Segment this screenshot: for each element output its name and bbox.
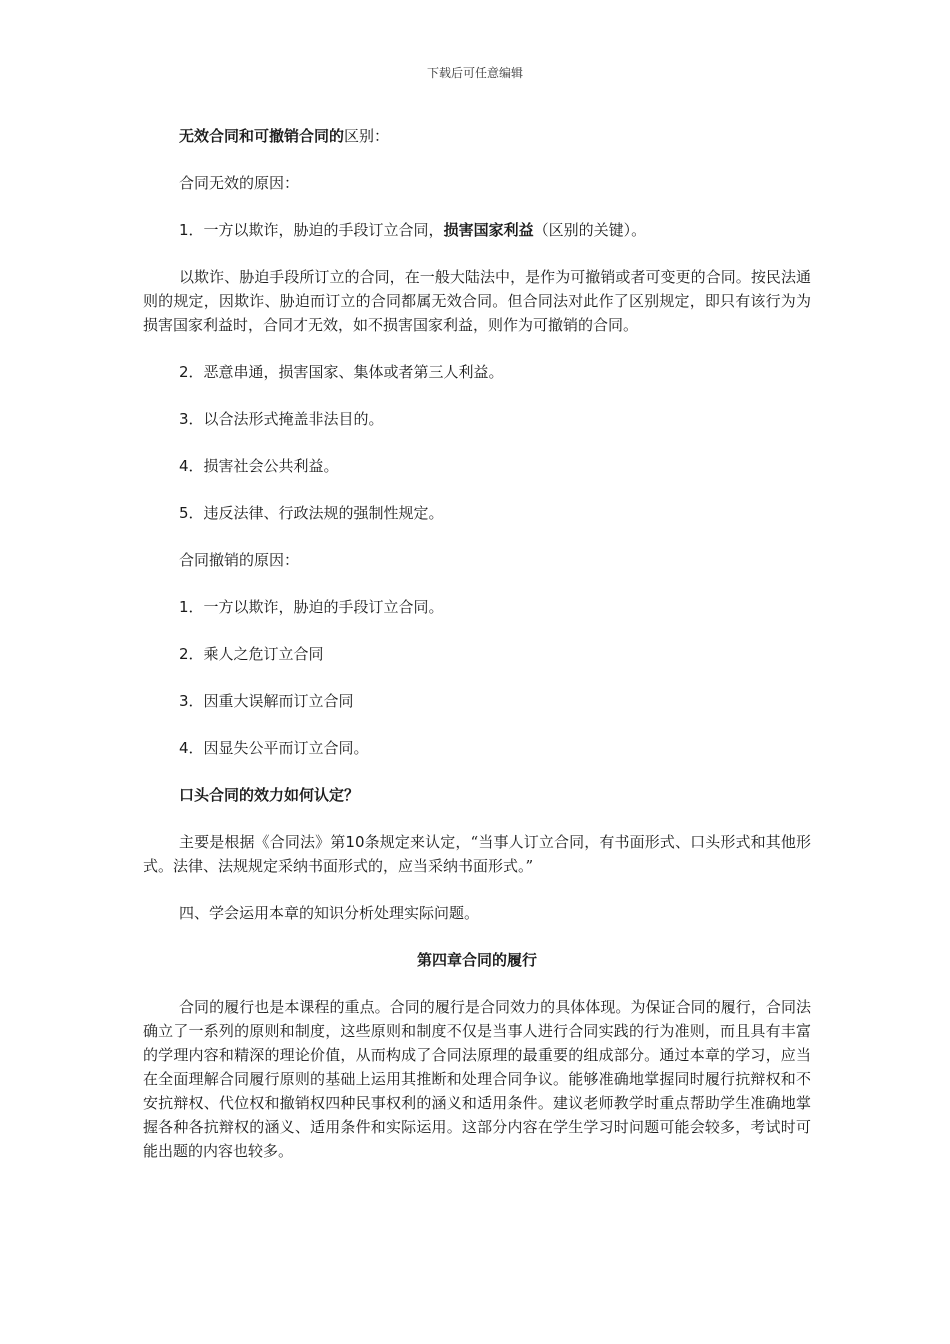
item-number: 1 [179, 221, 189, 239]
item-number: 4 [179, 739, 189, 757]
revocable-item-2 [143, 642, 811, 666]
item-text: ．因显失公平而订立合同。 [188, 739, 369, 757]
page-header: 下载后可任意编辑 [426, 66, 523, 80]
article-number: 10 [345, 833, 365, 851]
item-text: ．因重大误解而订立合同 [188, 692, 354, 710]
revocable-item-3 [143, 689, 811, 713]
item-text: ．一方以欺诈，胁迫的手段订立合同。 [188, 598, 444, 616]
invalid-item-4 [143, 454, 811, 478]
revocable-reasons-heading: 合同撤销的原因： [179, 551, 300, 569]
oral-contract-heading: 口头合同的效力如何认定？ [179, 786, 360, 804]
item-note: （区别的关键）。 [533, 221, 647, 239]
item-text: ．违反法律、行政法规的强制性规定。 [188, 504, 444, 522]
invalid-item-2 [143, 360, 811, 384]
item-four-paragraph: 四、学会运用本章的知识分析处理实际问题。 [179, 904, 480, 922]
item-text: ．乘人之危订立合同 [188, 645, 324, 663]
revocable-item-4 [143, 736, 811, 760]
chapter-title: 第四章合同的履行 [416, 951, 537, 969]
paragraph-text: 主要是根据《合同法》第 [179, 833, 346, 851]
item-number: 1 [179, 598, 189, 616]
item-number: 5 [179, 504, 189, 522]
heading-bold-part: 无效合同和可撤销合同的 [179, 127, 345, 145]
invalid-reasons-heading: 合同无效的原因： [179, 174, 300, 192]
item-text: ．恶意串通，损害国家、集体或者第三人利益。 [188, 363, 504, 381]
section-heading-invalid-vs-revocable [143, 124, 811, 148]
item-text: ．损害社会公共利益。 [188, 457, 339, 475]
item-number: 4 [179, 457, 189, 475]
invalid-item-5 [143, 501, 811, 525]
invalid-item-1 [143, 218, 811, 242]
item-number: 3 [179, 410, 189, 428]
oral-contract-paragraph [143, 830, 811, 878]
paragraph-text: 条规定来认定，“当事人订立合同，有书面形式、口头形式和其他形式。法律、法规规定采纳书面形式的，应当采纳书面形式。” [143, 833, 811, 875]
item-key-phrase: 损害国家利益 [443, 221, 534, 239]
item-text: ．一方以欺诈，胁迫的手段订立合同， [188, 221, 444, 239]
item-number: 2 [179, 645, 189, 663]
chapter-intro-paragraph: 合同的履行也是本课程的重点。合同的履行是合同效力的具体体现。为保证合同的履行，合同法确立了一系列的原则和制度，这些原则和制度不仅是当事人进行合同实践的行为准则，而且具有丰富的学理内容和精深的理论价值，从而构成了合同法原理的最重要的组成部分。通过本章的学习，应当在全面理解合同履行原则的基础上运用其推断和处理合同争议。能够准确地掌握同时履行抗辩权和不安抗辩权、代位权和撤销权四种民事权利的涵义和适用条件。建议老师教学时重点帮助学生准确地掌握各种各抗辩权的涵义、适用条件和实际运用。这部分内容在学生学习时问题可能会较多，考试时可能出题的内容也较多。 [143, 998, 811, 1160]
item-text: ．以合法形式掩盖非法目的。 [188, 410, 384, 428]
revocable-item-1 [143, 595, 811, 619]
item-number: 2 [179, 363, 189, 381]
invalid-explanation-paragraph: 以欺诈、胁迫手段所订立的合同，在一般大陆法中，是作为可撤销或者可变更的合同。按民法通则的规定，因欺诈、胁迫而订立的合同都属无效合同。但合同法对此作了区别规定，即只有该行为为损害国家利益时，合同才无效，如不损害国家利益，则作为可撤销的合同。 [143, 268, 811, 334]
heading-plain-part: 区别： [344, 127, 390, 145]
invalid-item-3 [143, 407, 811, 431]
document-body [143, 124, 811, 1186]
item-number: 3 [179, 692, 189, 710]
